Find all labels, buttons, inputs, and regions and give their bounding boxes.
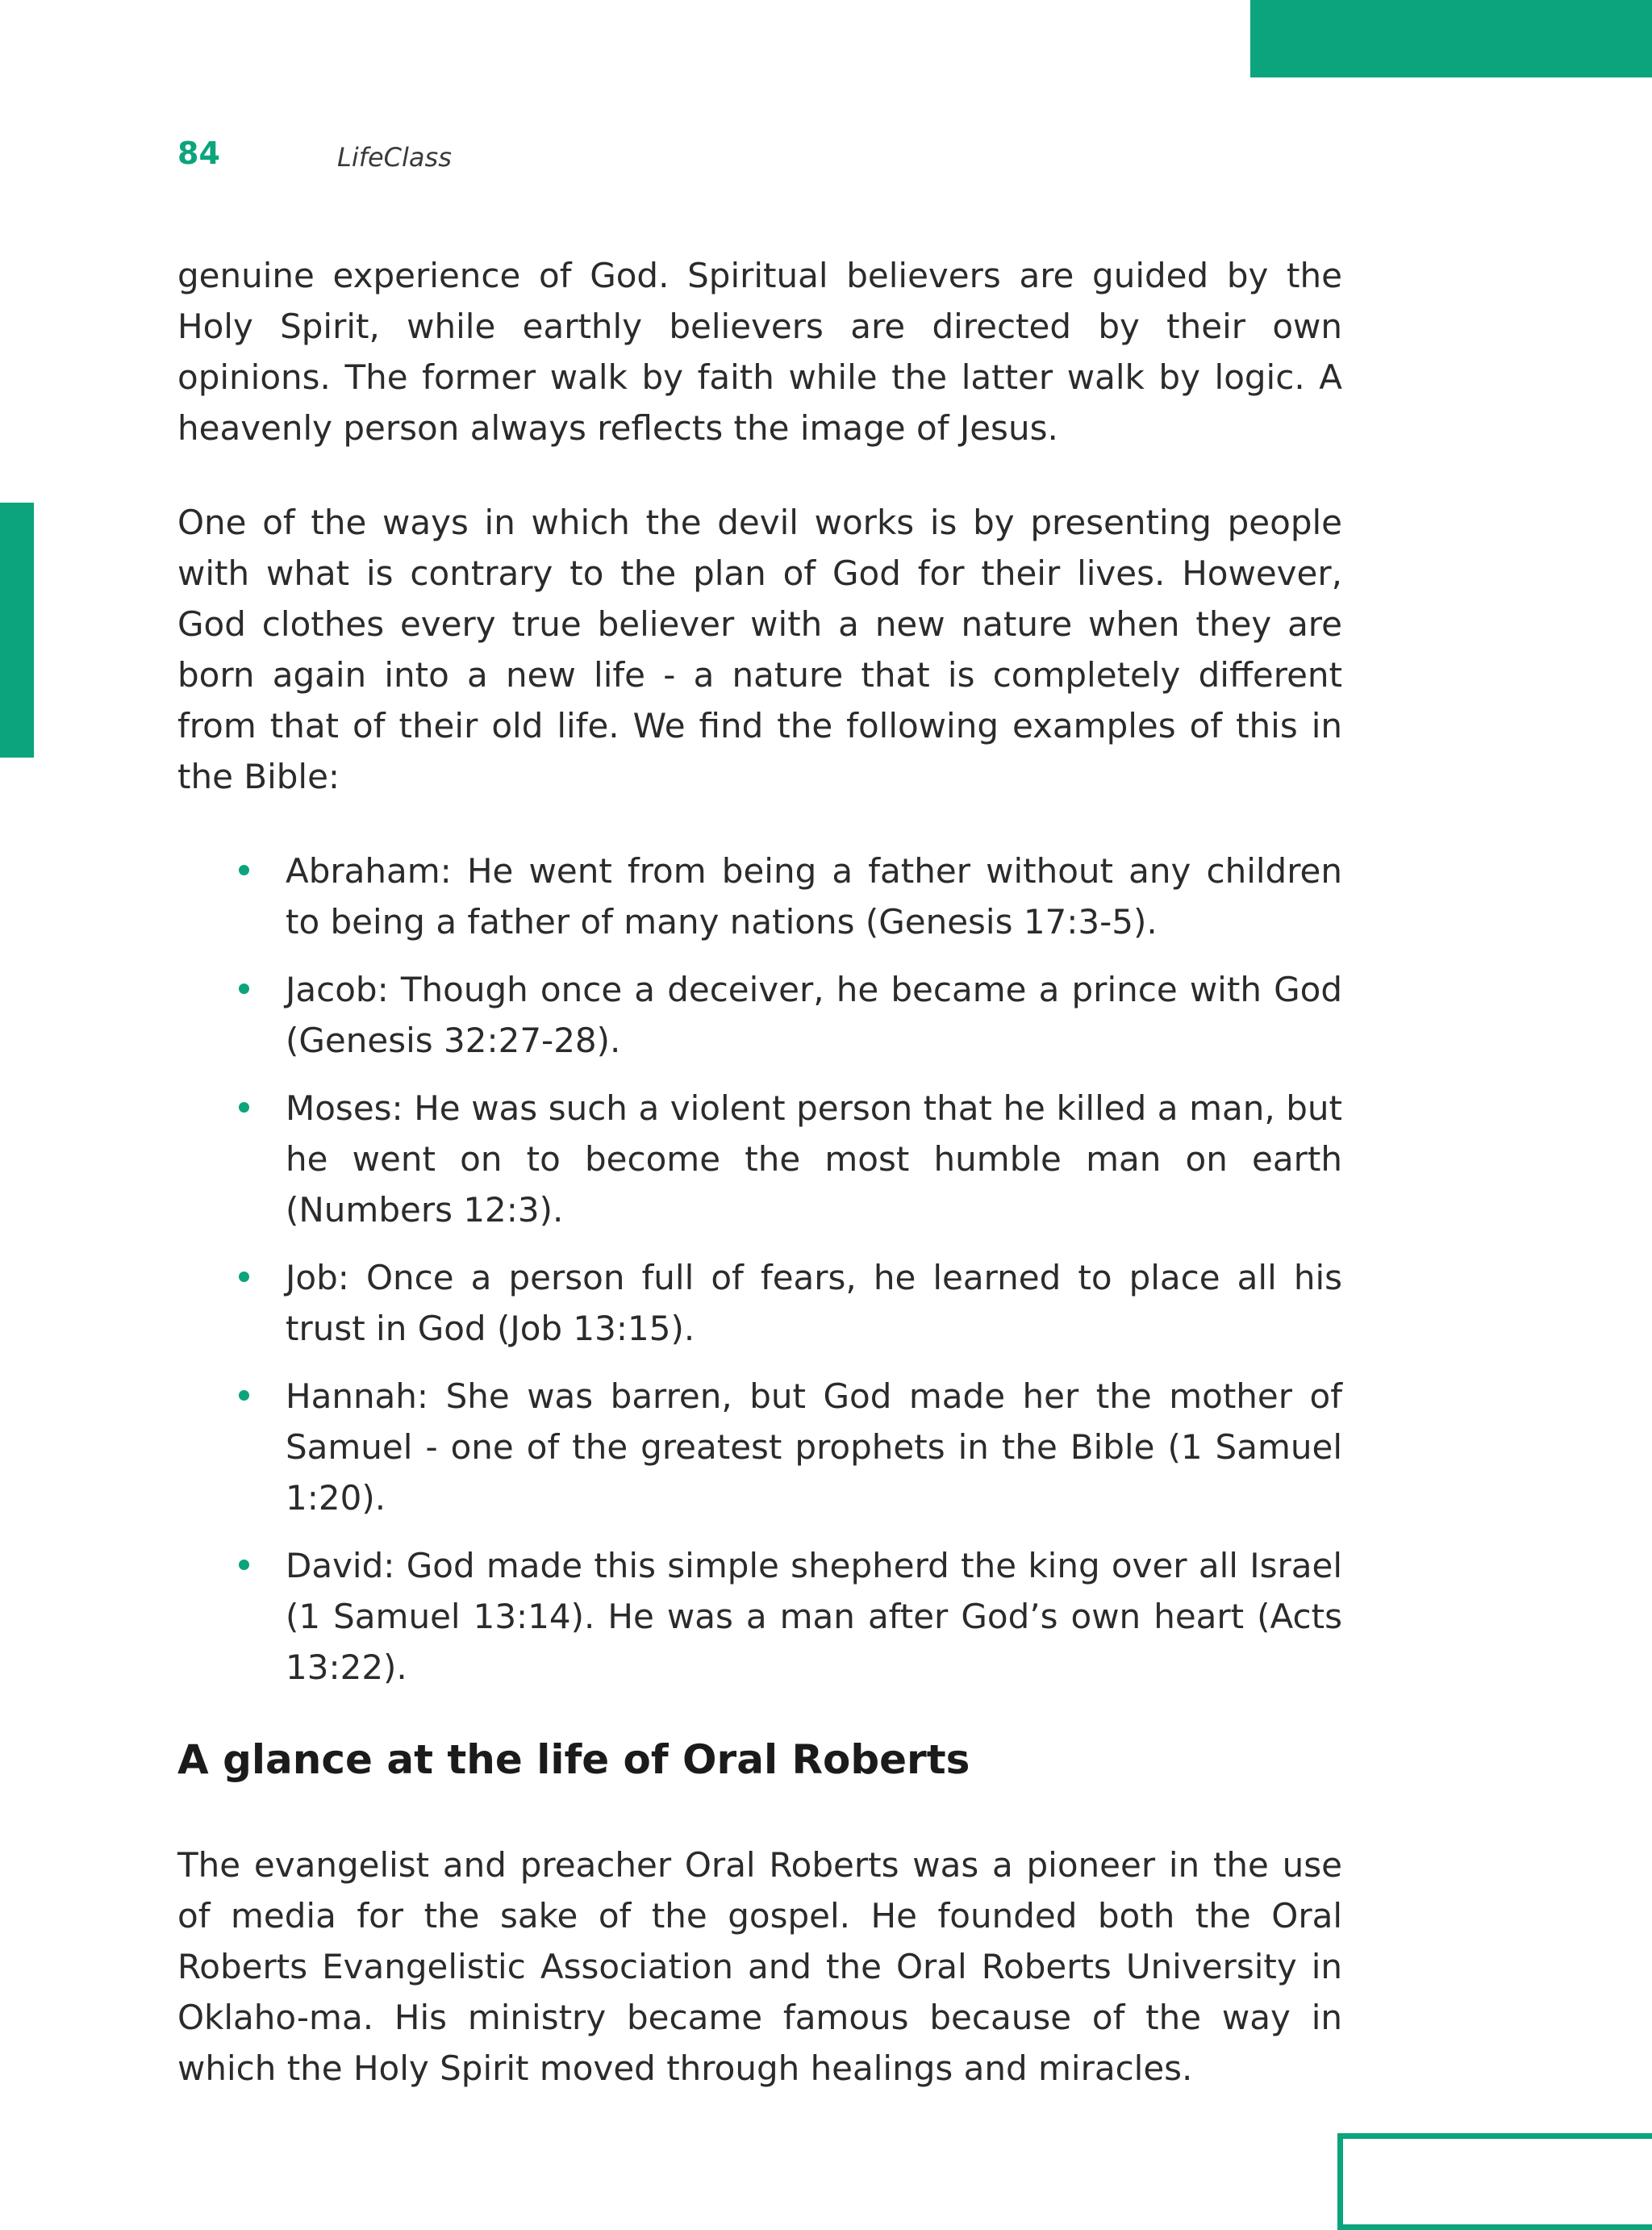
list-item: David: God made this simple shepherd the king over all Israel (1 Samuel 13:14). He was a man after God’s own heart (Acts 13:22). xyxy=(286,1540,1342,1693)
section-heading: A glance at the life of Oral Roberts xyxy=(177,1736,970,1783)
list-item: Job: Once a person full of fears, he learned to place all his trust in God (Job 13:15). xyxy=(286,1252,1342,1354)
top-accent-tab xyxy=(1250,0,1652,77)
list-item: Hannah: She was barren, but God made her the mother of Samuel - one of the greatest prophets in the Bible (1 Samuel 1:20). xyxy=(286,1371,1342,1523)
page-header xyxy=(177,136,1387,181)
page-number: 84 xyxy=(177,136,220,171)
paragraph-1: genuine experience of God. Spiritual believers are guided by the Holy Spirit, while earthly believers are directed by their own opinions. The former walk by faith while the latter walk by logic. A heavenly person always reflects the image of Jesus. xyxy=(177,256,1342,448)
bottom-accent-frame xyxy=(1337,2133,1652,2230)
book-title: LifeClass xyxy=(337,142,452,173)
list-item: Moses: He was such a violent person that he killed a man, but he went on to become the most humble man on earth (Numbers 12:3). xyxy=(286,1083,1342,1235)
list-item: Abraham: He went from being a father without any children to being a father of many nations (Genesis 17:3-5). xyxy=(286,846,1342,947)
examples-list xyxy=(177,846,1342,1693)
paragraph-2: One of the ways in which the devil works is by presenting people with what is contrary to the plan of God for their lives. However, God clothes every true believer with a new nature when they are born again into a new life - a nature that is completely different from that of their old life. We find the following examples of this in the Bible: xyxy=(177,503,1342,796)
page-content xyxy=(177,250,1342,2094)
section-paragraph: The evangelist and preacher Oral Roberts was a pioneer in the use of media for the sake of the gospel. He founded both the Oral Roberts Evangelistic Association and the Oral Roberts University in Oklaho-ma. His ministry became famous because of the way in which the Holy Spirit moved through healings and miracles. xyxy=(177,1845,1342,2088)
side-accent-tab xyxy=(0,503,34,758)
list-item: Jacob: Though once a deceiver, he became a prince with God (Genesis 32:27-28). xyxy=(286,964,1342,1066)
